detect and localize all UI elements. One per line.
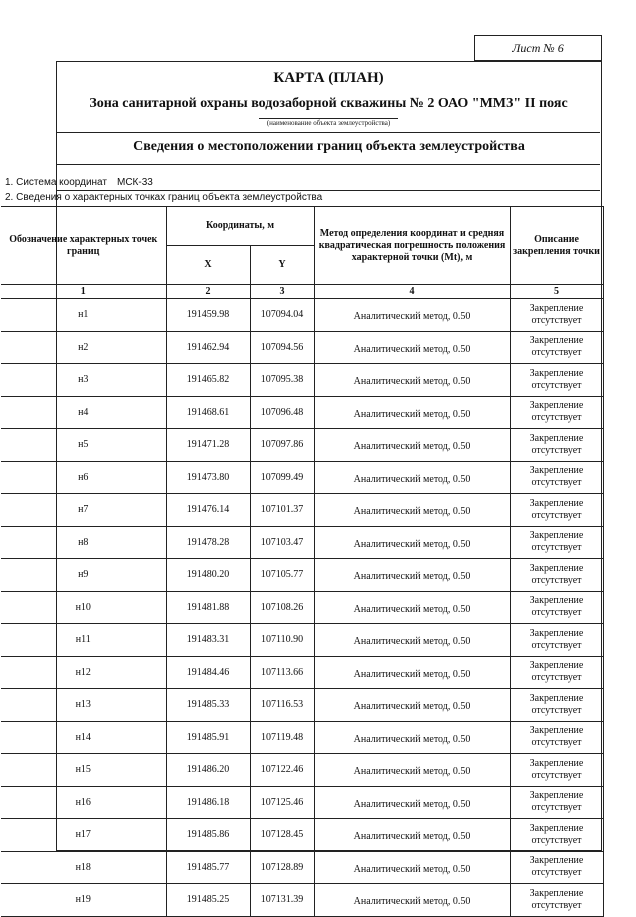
y-coord: 107128.45: [250, 819, 314, 852]
point-id: н11: [1, 624, 166, 657]
method: Аналитический метод, 0.50: [314, 429, 510, 462]
table-row: [1, 299, 603, 332]
y-coord: 107110.90: [250, 624, 314, 657]
coord-system-row: [5, 177, 153, 188]
table-row: [1, 494, 603, 527]
x-coord: 191486.18: [166, 786, 250, 819]
point-id: н6: [1, 461, 166, 494]
table-row: [1, 396, 603, 429]
sheet-number-label: Лист № 6: [474, 35, 602, 61]
method: Аналитический метод, 0.50: [314, 656, 510, 689]
method: Аналитический метод, 0.50: [314, 689, 510, 722]
point-id: н4: [1, 396, 166, 429]
point-id: н19: [1, 884, 166, 917]
description: Закрепление отсутствует: [510, 689, 603, 722]
header-x: X: [166, 246, 250, 285]
point-id: н5: [1, 429, 166, 462]
point-id: н8: [1, 526, 166, 559]
x-coord: 191486.20: [166, 754, 250, 787]
y-coord: 107095.38: [250, 364, 314, 397]
col-number-3: 3: [250, 285, 314, 299]
y-coord: 107119.48: [250, 721, 314, 754]
point-id: н7: [1, 494, 166, 527]
point-id: н10: [1, 591, 166, 624]
description: Закрепление отсутствует: [510, 819, 603, 852]
description: Закрепление отсутствует: [510, 851, 603, 884]
x-coord: 191478.28: [166, 526, 250, 559]
table-row: [1, 884, 603, 917]
description: Закрепление отсутствует: [510, 624, 603, 657]
table-row: [1, 786, 603, 819]
y-coord: 107131.39: [250, 884, 314, 917]
table-body: [1, 299, 603, 917]
y-coord: 107094.56: [250, 331, 314, 364]
table-row: [1, 656, 603, 689]
header-description: Описание закрепления точки: [510, 207, 603, 285]
col-number-5: 5: [510, 285, 603, 299]
method: Аналитический метод, 0.50: [314, 754, 510, 787]
divider: [57, 190, 600, 191]
section-title: Сведения о местоположении границ объекта землеустройства: [133, 139, 525, 154]
x-coord: 191480.20: [166, 559, 250, 592]
y-coord: 107128.89: [250, 851, 314, 884]
x-coord: 191476.14: [166, 494, 250, 527]
x-coord: 191485.25: [166, 884, 250, 917]
header-coords: Координаты, м: [166, 207, 314, 246]
col-number-4: 4: [314, 285, 510, 299]
table-row: [1, 754, 603, 787]
x-coord: 191485.33: [166, 689, 250, 722]
description: Закрепление отсутствует: [510, 461, 603, 494]
y-coord: 107103.47: [250, 526, 314, 559]
y-coord: 107096.48: [250, 396, 314, 429]
x-coord: 191483.31: [166, 624, 250, 657]
point-id: н14: [1, 721, 166, 754]
description: Закрепление отсутствует: [510, 884, 603, 917]
object-name: Зона санитарной охраны водозаборной скважины № 2 ОАО "ММЗ" II пояс: [89, 96, 568, 111]
x-coord: 191485.91: [166, 721, 250, 754]
points-table: [1, 206, 604, 917]
description: Закрепление отсутствует: [510, 429, 603, 462]
x-coord: 191473.80: [166, 461, 250, 494]
method: Аналитический метод, 0.50: [314, 396, 510, 429]
x-coord: 191468.61: [166, 396, 250, 429]
point-id: н17: [1, 819, 166, 852]
y-coord: 107122.46: [250, 754, 314, 787]
coord-system-label: 1. Система координат: [5, 177, 107, 188]
map-title: КАРТА (ПЛАН): [273, 70, 384, 86]
description: Закрепление отсутствует: [510, 656, 603, 689]
table-row: [1, 721, 603, 754]
y-coord: 107125.46: [250, 786, 314, 819]
x-coord: 191459.98: [166, 299, 250, 332]
method: Аналитический метод, 0.50: [314, 591, 510, 624]
col-number-1: 1: [1, 285, 166, 299]
title-block: [57, 62, 600, 132]
table-row: [1, 819, 603, 852]
y-coord: 107099.49: [250, 461, 314, 494]
y-coord: 107116.53: [250, 689, 314, 722]
method: Аналитический метод, 0.50: [314, 494, 510, 527]
table-row: [1, 851, 603, 884]
y-coord: 107094.04: [250, 299, 314, 332]
table-row: [1, 429, 603, 462]
method: Аналитический метод, 0.50: [314, 851, 510, 884]
method: Аналитический метод, 0.50: [314, 559, 510, 592]
divider: [57, 132, 600, 133]
x-coord: 191481.88: [166, 591, 250, 624]
table-row: [1, 689, 603, 722]
method: Аналитический метод, 0.50: [314, 721, 510, 754]
table-row: [1, 364, 603, 397]
description: Закрепление отсутствует: [510, 754, 603, 787]
table-row: [1, 526, 603, 559]
description: Закрепление отсутствует: [510, 299, 603, 332]
object-name-caption: (наименование объекта землеустройства): [259, 118, 398, 127]
point-id: н3: [1, 364, 166, 397]
table-row: [1, 591, 603, 624]
point-id: н18: [1, 851, 166, 884]
col-number-2: 2: [166, 285, 250, 299]
method: Аналитический метод, 0.50: [314, 884, 510, 917]
y-coord: 107105.77: [250, 559, 314, 592]
x-coord: 191462.94: [166, 331, 250, 364]
document-frame: [5, 61, 602, 911]
method: Аналитический метод, 0.50: [314, 331, 510, 364]
method: Аналитический метод, 0.50: [314, 526, 510, 559]
point-id: н13: [1, 689, 166, 722]
header-designation: Обозначение характерных точек границ: [1, 207, 166, 285]
description: Закрепление отсутствует: [510, 396, 603, 429]
table-row: [1, 331, 603, 364]
x-coord: 191484.46: [166, 656, 250, 689]
method: Аналитический метод, 0.50: [314, 364, 510, 397]
point-id: н9: [1, 559, 166, 592]
description: Закрепление отсутствует: [510, 494, 603, 527]
description: Закрепление отсутствует: [510, 559, 603, 592]
header-method: Метод определения координат и средняя квадратическая погрешность положения характерной точки (Mt), м: [314, 207, 510, 285]
y-coord: 107113.66: [250, 656, 314, 689]
point-id: н12: [1, 656, 166, 689]
points-section-label: 2. Сведения о характерных точках границ объекта землеустройства: [5, 192, 323, 203]
method: Аналитический метод, 0.50: [314, 819, 510, 852]
divider: [57, 164, 600, 165]
point-id: н15: [1, 754, 166, 787]
coord-system-value: МСК-33: [116, 177, 153, 188]
point-id: н1: [1, 299, 166, 332]
description: Закрепление отсутствует: [510, 364, 603, 397]
x-coord: 191485.77: [166, 851, 250, 884]
description: Закрепление отсутствует: [510, 721, 603, 754]
method: Аналитический метод, 0.50: [314, 299, 510, 332]
description: Закрепление отсутствует: [510, 591, 603, 624]
y-coord: 107108.26: [250, 591, 314, 624]
table-row: [1, 559, 603, 592]
x-coord: 191485.86: [166, 819, 250, 852]
method: Аналитический метод, 0.50: [314, 786, 510, 819]
x-coord: 191471.28: [166, 429, 250, 462]
point-id: н16: [1, 786, 166, 819]
y-coord: 107097.86: [250, 429, 314, 462]
description: Закрепление отсутствует: [510, 331, 603, 364]
description: Закрепление отсутствует: [510, 526, 603, 559]
description: Закрепление отсутствует: [510, 786, 603, 819]
table-row: [1, 461, 603, 494]
method: Аналитический метод, 0.50: [314, 624, 510, 657]
header-y: Y: [250, 246, 314, 285]
table-row: [1, 624, 603, 657]
y-coord: 107101.37: [250, 494, 314, 527]
x-coord: 191465.82: [166, 364, 250, 397]
method: Аналитический метод, 0.50: [314, 461, 510, 494]
point-id: н2: [1, 331, 166, 364]
